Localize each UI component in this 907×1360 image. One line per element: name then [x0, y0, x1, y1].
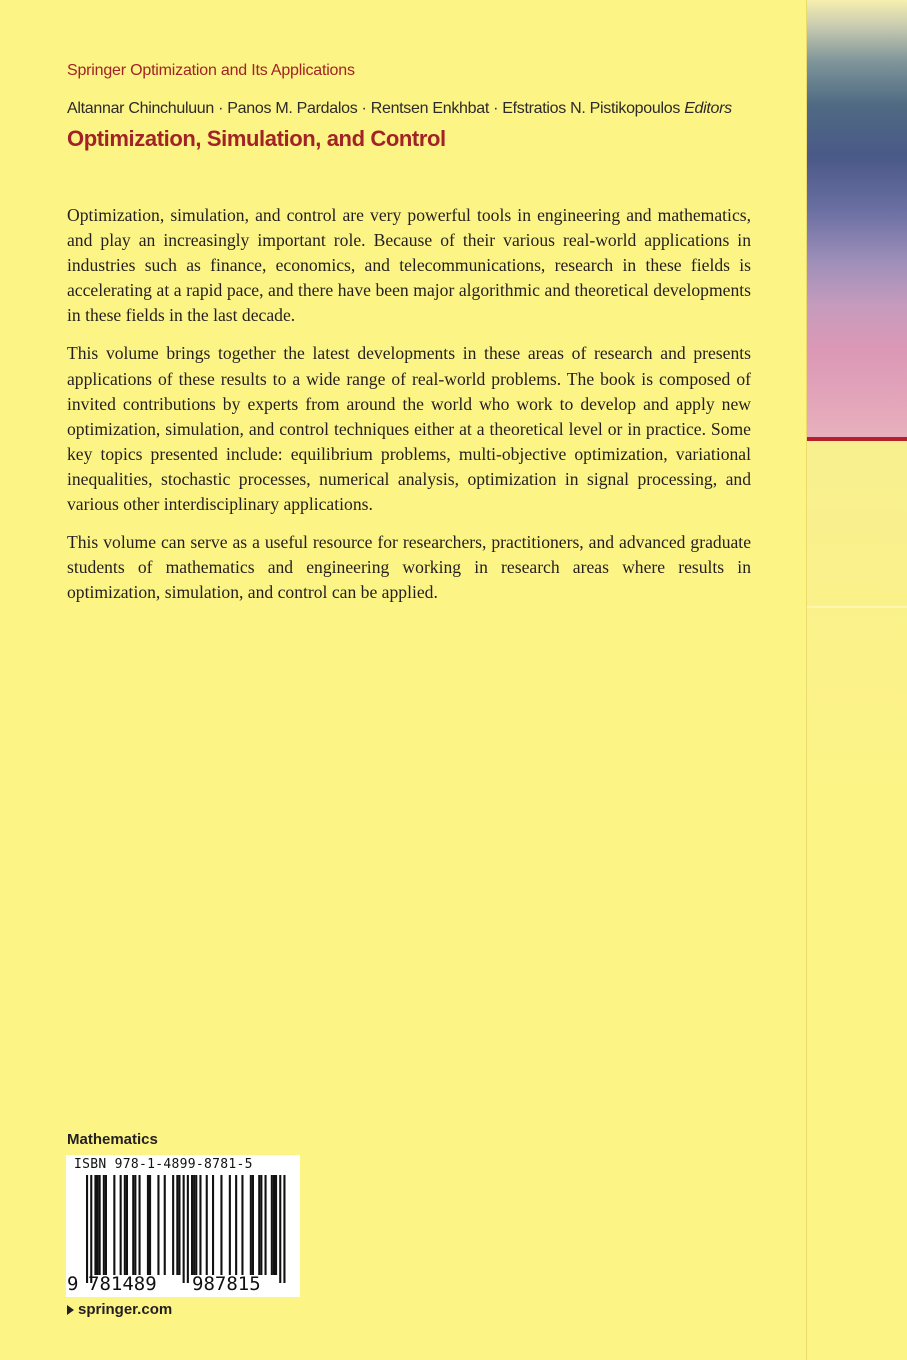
barcode-bar: [241, 1175, 243, 1275]
barcode-bar: [164, 1175, 166, 1275]
ean-digit-group-left: 781489: [88, 1273, 157, 1295]
barcode-guard-bar: [283, 1175, 285, 1283]
barcode-bar: [212, 1175, 214, 1275]
barcode-bar: [113, 1175, 115, 1275]
barcode-guard-bar: [90, 1175, 92, 1283]
barcode-bar: [191, 1175, 193, 1275]
barcode-bar: [271, 1175, 273, 1275]
barcode-bar: [229, 1175, 231, 1275]
ean-digit-group-right: 987815: [192, 1273, 261, 1295]
barcode-guard-bar: [183, 1175, 185, 1283]
barcode-bar: [172, 1175, 174, 1275]
barcode-bar: [176, 1175, 178, 1275]
description-paragraph: This volume can serve as a useful resource for researchers, practitioners, and advanced graduate students of mathematics and engineering working in research areas where results in optimization, simulation, and control can be applied.: [67, 532, 751, 603]
barcode-bar: [103, 1175, 105, 1275]
barcode-bar: [260, 1175, 262, 1275]
barcode-bar: [147, 1175, 149, 1275]
ean-digit-prefix: 9: [67, 1273, 79, 1295]
cover-edge-strip: [806, 0, 907, 1360]
barcode-bar: [206, 1175, 208, 1275]
book-title: Optimization, Simulation, and Control: [67, 126, 446, 151]
barcode-bar: [99, 1175, 101, 1275]
description-paragraph: This volume brings together the latest developments in these areas of research and presents applications of these results to a wide range of real-world problems. The book is composed of invited contributions by experts from around the world who work to develop and apply new optimization, simulation, and control techniques either at a theoretical level or in practice. Some key topics presented include: equilibrium problems, multi-objective optimization, variational inequalities, stochastic processes, numerical analysis, optimization in signal processing, and various other interdisciplinary applications.: [67, 343, 751, 515]
barcode-guard-bar: [279, 1175, 281, 1283]
publisher-link[interactable]: [67, 1301, 172, 1318]
publisher-link-text: springer.com: [78, 1301, 173, 1318]
description-paragraph: Optimization, simulation, and control are very powerful tools in engineering and mathematics, and play an increasingly important role. Because of their various real-world applications in industries such as finance, economics, and telecommunications, research in these fields is accelerating at a rapid pace, and there have been major algorithmic and theoretical developments in these fields in the last decade.: [67, 205, 751, 326]
barcode-bar: [193, 1175, 195, 1275]
barcode-bar: [220, 1175, 222, 1275]
barcode-bar: [120, 1175, 122, 1275]
subject-category: Mathematics: [67, 1131, 158, 1148]
barcode-bar: [273, 1175, 275, 1275]
barcode-bar: [275, 1175, 277, 1275]
barcode-bar: [199, 1175, 201, 1275]
barcode-bar: [252, 1175, 254, 1275]
barcode-block: [66, 1155, 300, 1297]
barcode-bar: [139, 1175, 141, 1275]
editors-role: Editors: [684, 100, 732, 117]
book-description: [67, 203, 751, 618]
barcode-bar: [258, 1175, 260, 1275]
edge-crease: [807, 606, 907, 608]
barcode-bar: [97, 1175, 99, 1275]
barcode-bar: [157, 1175, 159, 1275]
barcode-bar: [105, 1175, 107, 1275]
barcode-bar: [195, 1175, 197, 1275]
isbn-number: ISBN 978-1-4899-8781-5: [74, 1157, 253, 1172]
barcode-bar: [132, 1175, 134, 1275]
barcode-bar: [149, 1175, 151, 1275]
barcode-bar: [134, 1175, 136, 1275]
editors-line: [67, 100, 732, 118]
barcode-bar: [250, 1175, 252, 1275]
barcode-bar: [124, 1175, 126, 1275]
barcode-bar: [94, 1175, 96, 1275]
barcode-guard-bar: [187, 1175, 189, 1283]
edge-lower-band: [807, 441, 907, 1360]
triangle-arrow-icon: [67, 1305, 74, 1315]
barcode-guard-bar: [86, 1175, 88, 1283]
barcode-bar: [126, 1175, 128, 1275]
edge-gradient-band: [807, 0, 907, 437]
barcode-bar: [265, 1175, 267, 1275]
barcode-bar: [178, 1175, 180, 1275]
barcode-bar: [235, 1175, 237, 1275]
editors-names: Altannar Chinchuluun · Panos M. Pardalos · Rentsen Enkhbat · Efstratios N. Pistikopoulos: [67, 100, 681, 117]
series-name: Springer Optimization and Its Applications: [67, 62, 355, 79]
